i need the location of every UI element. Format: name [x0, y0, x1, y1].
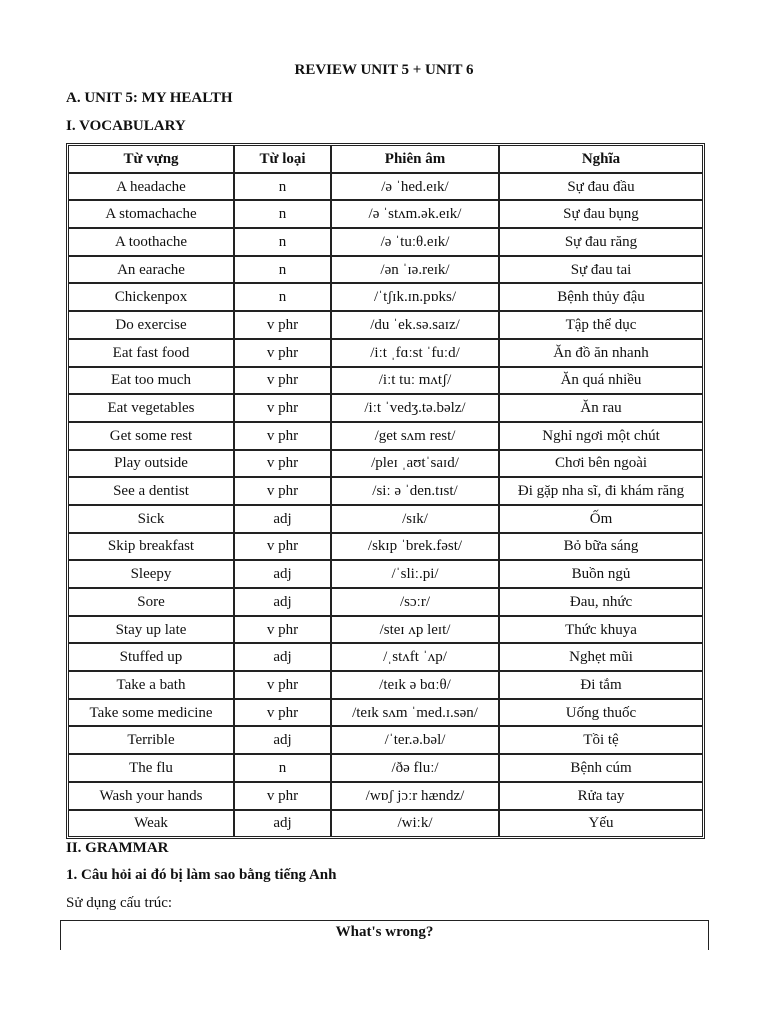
- vocabulary-heading: I. VOCABULARY: [66, 118, 186, 134]
- cell-word-type: v phr: [234, 394, 331, 422]
- cell-word-type: adj: [234, 588, 331, 616]
- cell-meaning: Ăn rau: [499, 394, 703, 422]
- cell-pronunciation: /iːt tuː mʌtʃ/: [331, 367, 499, 395]
- table-row: [68, 228, 703, 256]
- cell-pronunciation: /iːt ˈvedʒ.tə.bəlz/: [331, 394, 499, 422]
- cell-word-type: v phr: [234, 311, 331, 339]
- table-row: [68, 588, 703, 616]
- cell-word-type: v phr: [234, 616, 331, 644]
- cell-word: Do exercise: [68, 311, 234, 339]
- cell-word: Play outside: [68, 450, 234, 478]
- table-row: [68, 422, 703, 450]
- table-row: [68, 173, 703, 201]
- grammar-point-heading: 1. Câu hỏi ai đó bị làm sao bằng tiếng Anh: [66, 867, 337, 883]
- cell-word: Stuffed up: [68, 643, 234, 671]
- cell-meaning: Nghẹt mũi: [499, 643, 703, 671]
- cell-pronunciation: /sɔːr/: [331, 588, 499, 616]
- cell-pronunciation: /pleɪ ˌaʊtˈsaɪd/: [331, 450, 499, 478]
- cell-meaning: Sự đau răng: [499, 228, 703, 256]
- cell-meaning: Bệnh cúm: [499, 754, 703, 782]
- cell-word-type: n: [234, 228, 331, 256]
- table-row: [68, 256, 703, 284]
- cell-word-type: v phr: [234, 450, 331, 478]
- cell-meaning: Bệnh thủy đậu: [499, 283, 703, 311]
- cell-word-type: v phr: [234, 339, 331, 367]
- structure-header: What's wrong?: [335, 924, 434, 940]
- cell-word-type: n: [234, 173, 331, 201]
- cell-meaning: Thức khuya: [499, 616, 703, 644]
- cell-word-type: n: [234, 200, 331, 228]
- cell-pronunciation: /du ˈek.sə.saɪz/: [331, 311, 499, 339]
- cell-pronunciation: /ə ˈhed.eɪk/: [331, 173, 499, 201]
- cell-word: Terrible: [68, 726, 234, 754]
- cell-meaning: Sự đau tai: [499, 256, 703, 284]
- cell-meaning: Sự đau bụng: [499, 200, 703, 228]
- vocabulary-table: [68, 145, 703, 837]
- table-row: [68, 200, 703, 228]
- cell-pronunciation: /steɪ ʌp leɪt/: [331, 616, 499, 644]
- cell-word-type: v phr: [234, 422, 331, 450]
- cell-pronunciation: /teɪk sʌm ˈmed.ɪ.sən/: [331, 699, 499, 727]
- table-row: [68, 394, 703, 422]
- table-row: [68, 671, 703, 699]
- cell-word-type: adj: [234, 643, 331, 671]
- structure-intro-text: Sử dụng cấu trúc:: [66, 895, 173, 911]
- cell-word: Sore: [68, 588, 234, 616]
- table-row: [68, 616, 703, 644]
- page-title: REVIEW UNIT 5 + UNIT 6: [294, 62, 474, 78]
- cell-word-type: v phr: [234, 533, 331, 561]
- table-row: [68, 367, 703, 395]
- table-row: [68, 560, 703, 588]
- cell-word-type: adj: [234, 505, 331, 533]
- cell-pronunciation: /ə ˈtuːθ.eɪk/: [331, 228, 499, 256]
- cell-meaning: Ăn quá nhiều: [499, 367, 703, 395]
- table-row: [68, 810, 703, 838]
- table-row: [68, 450, 703, 478]
- cell-meaning: Tập thể dục: [499, 311, 703, 339]
- cell-pronunciation: /ˈsliː.pi/: [331, 560, 499, 588]
- table-row: [68, 699, 703, 727]
- header-word-type: Từ loại: [234, 145, 331, 173]
- table-row: [68, 339, 703, 367]
- cell-meaning: Rửa tay: [499, 782, 703, 810]
- cell-word: Stay up late: [68, 616, 234, 644]
- cell-pronunciation: /teɪk ə bɑːθ/: [331, 671, 499, 699]
- cell-meaning: Nghỉ ngơi một chút: [499, 422, 703, 450]
- table-row: [68, 311, 703, 339]
- cell-pronunciation: /ən ˈɪə.reɪk/: [331, 256, 499, 284]
- cell-meaning: Tồi tệ: [499, 726, 703, 754]
- cell-word-type: adj: [234, 810, 331, 838]
- cell-word: Take a bath: [68, 671, 234, 699]
- cell-word-type: n: [234, 256, 331, 284]
- cell-meaning: Yếu: [499, 810, 703, 838]
- cell-word: Weak: [68, 810, 234, 838]
- cell-pronunciation: /ˈtʃɪk.ɪn.pɒks/: [331, 283, 499, 311]
- cell-meaning: Ăn đồ ăn nhanh: [499, 339, 703, 367]
- table-row: [68, 643, 703, 671]
- cell-word: The flu: [68, 754, 234, 782]
- cell-pronunciation: /ðə fluː/: [331, 754, 499, 782]
- grammar-heading: II. GRAMMAR: [66, 840, 169, 856]
- cell-meaning: Đi gặp nha sĩ, đi khám răng: [499, 477, 703, 505]
- cell-meaning: Buồn ngủ: [499, 560, 703, 588]
- cell-pronunciation: /siː ə ˈden.tɪst/: [331, 477, 499, 505]
- cell-word-type: v phr: [234, 477, 331, 505]
- cell-word-type: adj: [234, 726, 331, 754]
- header-meaning: Nghĩa: [499, 145, 703, 173]
- table-header-row: [68, 145, 703, 173]
- cell-pronunciation: /get sʌm rest/: [331, 422, 499, 450]
- cell-word-type: v phr: [234, 699, 331, 727]
- cell-pronunciation: /ˈter.ə.bəl/: [331, 726, 499, 754]
- cell-word: Eat too much: [68, 367, 234, 395]
- cell-pronunciation: /skɪp ˈbrek.fəst/: [331, 533, 499, 561]
- structure-box: [60, 920, 709, 950]
- table-row: [68, 477, 703, 505]
- cell-word: Take some medicine: [68, 699, 234, 727]
- cell-meaning: Bỏ bữa sáng: [499, 533, 703, 561]
- cell-word-type: n: [234, 754, 331, 782]
- table-row: [68, 754, 703, 782]
- vocabulary-table-frame: [66, 143, 705, 839]
- cell-pronunciation: /sɪk/: [331, 505, 499, 533]
- header-pronunciation: Phiên âm: [331, 145, 499, 173]
- cell-word-type: v phr: [234, 671, 331, 699]
- cell-meaning: Chơi bên ngoài: [499, 450, 703, 478]
- header-word: Từ vựng: [68, 145, 234, 173]
- cell-word: A toothache: [68, 228, 234, 256]
- cell-word-type: adj: [234, 560, 331, 588]
- cell-word-type: v phr: [234, 782, 331, 810]
- vocabulary-table-body: [68, 173, 703, 838]
- cell-meaning: Ốm: [499, 505, 703, 533]
- cell-word-type: n: [234, 283, 331, 311]
- cell-word: See a dentist: [68, 477, 234, 505]
- cell-word: Wash your hands: [68, 782, 234, 810]
- cell-word: An earache: [68, 256, 234, 284]
- table-row: [68, 283, 703, 311]
- cell-word: Eat fast food: [68, 339, 234, 367]
- cell-word-type: v phr: [234, 367, 331, 395]
- section-a-heading: A. UNIT 5: MY HEALTH: [66, 90, 233, 106]
- cell-meaning: Uống thuốc: [499, 699, 703, 727]
- cell-pronunciation: /wiːk/: [331, 810, 499, 838]
- cell-meaning: Sự đau đầu: [499, 173, 703, 201]
- cell-pronunciation: /ə ˈstʌm.ək.eɪk/: [331, 200, 499, 228]
- cell-word: A headache: [68, 173, 234, 201]
- cell-pronunciation: /ˌstʌft ˈʌp/: [331, 643, 499, 671]
- cell-word: Chickenpox: [68, 283, 234, 311]
- cell-pronunciation: /wɒʃ jɔːr hændz/: [331, 782, 499, 810]
- cell-word: A stomachache: [68, 200, 234, 228]
- cell-word: Sick: [68, 505, 234, 533]
- cell-word: Sleepy: [68, 560, 234, 588]
- table-row: [68, 782, 703, 810]
- cell-pronunciation: /iːt ˌfɑːst ˈfuːd/: [331, 339, 499, 367]
- cell-word: Eat vegetables: [68, 394, 234, 422]
- table-row: [68, 505, 703, 533]
- table-row: [68, 533, 703, 561]
- cell-word: Get some rest: [68, 422, 234, 450]
- cell-meaning: Đi tắm: [499, 671, 703, 699]
- table-row: [68, 726, 703, 754]
- cell-word: Skip breakfast: [68, 533, 234, 561]
- cell-meaning: Đau, nhức: [499, 588, 703, 616]
